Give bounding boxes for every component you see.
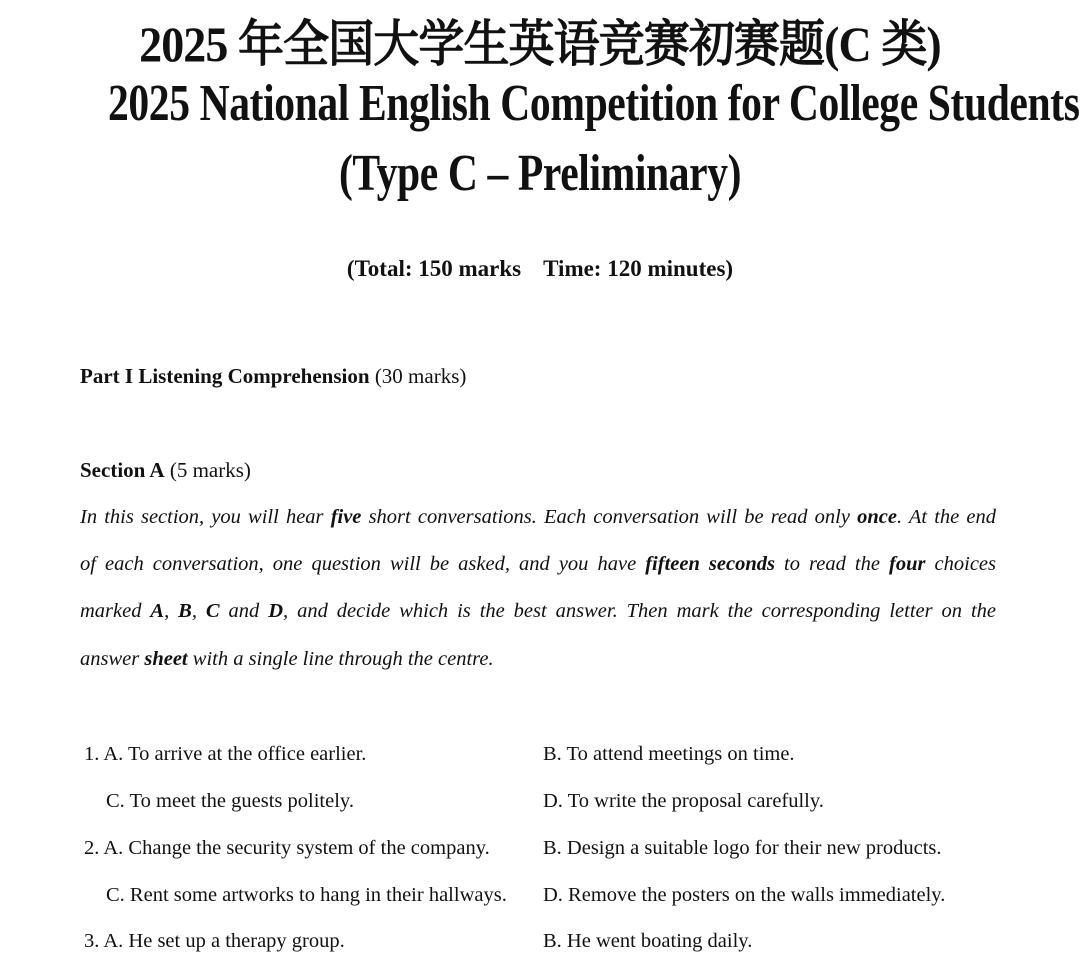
instructions-line2: of each conversation, one question will be asked, and you have fifteen seconds to read the four choices [80, 553, 996, 575]
title-english-line2: (Type C – Preliminary) [338, 145, 742, 202]
instructions-line4: answer sheet with a single line through the centre. [80, 648, 494, 670]
q2-option-c: C. Rent some artworks to hang in their hallways. [106, 884, 507, 906]
q3-option-a: 3. A. He set up a therapy group. [84, 930, 345, 952]
part-title: Part I Listening Comprehension [80, 364, 370, 388]
q1-option-c: C. To meet the guests politely. [106, 790, 354, 812]
q3-option-b: B. He went boating daily. [543, 930, 753, 952]
total-marks: (Total: 150 marks [346, 256, 522, 281]
part-heading [80, 364, 466, 389]
time-limit: Time: 120 minutes) [543, 256, 734, 281]
section-title: Section A [80, 458, 165, 482]
total-time-line [0, 256, 1080, 282]
q1-option-b: B. To attend meetings on time. [543, 743, 795, 765]
part-marks: (30 marks) [374, 364, 467, 388]
instructions-line3: marked A, B, C and D, and decide which is the best answer. Then mark the corresponding letter on the [80, 600, 997, 622]
section-marks: (5 marks) [169, 458, 251, 482]
title-chinese: 2025 年全国大学生英语竞赛初赛题(C 类) [139, 16, 941, 72]
section-heading [80, 458, 251, 483]
q2-option-a: 2. A. Change the security system of the company. [84, 837, 490, 859]
q1-option-a: 1. A. To arrive at the office earlier. [84, 743, 367, 765]
instructions-line1: In this section, you will hear five short conversations. Each conversation will be read only once. At the end [80, 506, 996, 528]
title-english-line1: 2025 National English Competition for College Students [108, 75, 1080, 132]
q2-option-b: B. Design a suitable logo for their new products. [543, 837, 942, 859]
q2-option-d: D. Remove the posters on the walls immediately. [543, 884, 946, 906]
q1-option-d: D. To write the proposal carefully. [543, 790, 824, 812]
